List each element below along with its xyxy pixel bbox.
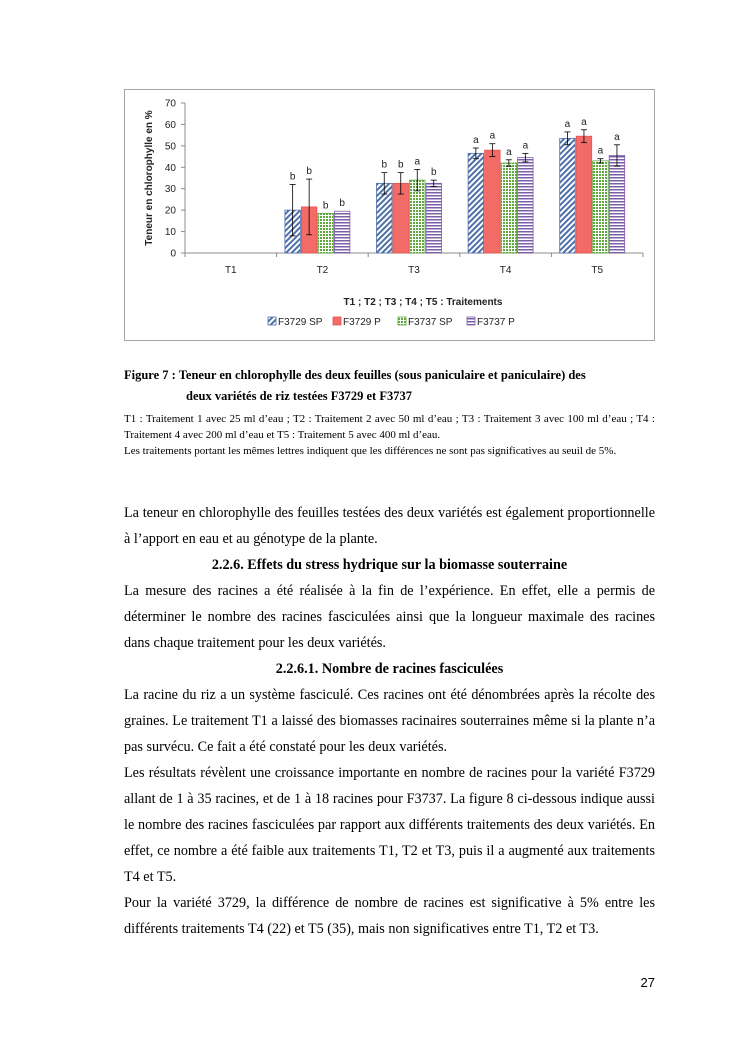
x-tick-label: T5 bbox=[591, 265, 604, 276]
significance-letter: b bbox=[397, 159, 404, 171]
significance-letter: a bbox=[597, 145, 604, 157]
bar-f3737-p-t4 bbox=[518, 158, 534, 253]
legend-label-f3729-sp: F3729 SP bbox=[278, 317, 323, 328]
bar-f3729-sp-t5 bbox=[560, 138, 576, 253]
significance-letter: b bbox=[322, 200, 329, 212]
significance-letter: b bbox=[339, 198, 345, 210]
bar-f3737-p-t3 bbox=[426, 183, 442, 253]
bar-f3737-sp-t5 bbox=[593, 161, 609, 253]
bar-f3729-p-t4 bbox=[485, 150, 501, 253]
paragraph-root-system: La racine du riz a un système fasciculé. Ces racines ont été dénombrées après la récolte des graines. Le traitement T1 a laissé des biomasses racinaires souterraines même si la plante n’a pas survécu. Ce fait a été constaté pour les deux variétés. bbox=[124, 687, 655, 755]
y-tick-label: 50 bbox=[164, 141, 176, 153]
x-tick-label: T4 bbox=[499, 265, 512, 276]
bar-f3737-sp-t2 bbox=[318, 213, 334, 253]
page-number: 27 bbox=[640, 975, 655, 990]
legend-swatch-f3729-sp bbox=[268, 317, 276, 325]
y-axis-title: Teneur en chlorophylle en % bbox=[144, 110, 155, 246]
significance-letter: b bbox=[430, 167, 437, 179]
x-tick-label: T2 bbox=[316, 265, 329, 276]
paragraph-significance: Pour la variété 3729, la différence de nombre de racines est significative à 5% entre les différents traitements T4 (22) et T5 (35), mais non significatives entre T1, T2 et T3. bbox=[124, 895, 655, 937]
legend-label-f3737-sp: F3737 SP bbox=[408, 317, 453, 328]
bar-f3737-p-t2 bbox=[334, 211, 350, 253]
significance-letter: a bbox=[564, 118, 571, 130]
significance-letter: a bbox=[522, 140, 529, 152]
paragraph-results: Les résultats révèlent une croissance importante en nombre de racines pour la variété F3729 allant de 1 à 35 racines, et de 1 à 18 racines pour F3737. La figure 8 ci-dessous indique aussi le nombre des racines fasciculées par rapport aux différents traitements des deux variétés. En effet, ce nombre a été faible aux traitements T1, T2 et T3, puis il a augmenté aux traitements T4 et T5. bbox=[124, 765, 655, 885]
chlorophyll-bar-chart bbox=[125, 90, 656, 342]
x-axis-title: T1 ; T2 ; T3 ; T4 ; T5 : Traitements bbox=[343, 297, 503, 308]
y-tick-label: 0 bbox=[170, 248, 176, 260]
x-tick-label: T1 bbox=[224, 265, 237, 276]
significance-letter: a bbox=[473, 135, 479, 146]
figure-caption-notes bbox=[124, 411, 655, 459]
caption-title-line2: deux variétés de riz testées F3729 et F3737 bbox=[186, 389, 412, 403]
significance-letter: a bbox=[489, 130, 496, 142]
bar-f3737-p-t5 bbox=[609, 156, 625, 254]
significance-letter: a bbox=[614, 131, 620, 143]
y-tick-label: 10 bbox=[164, 227, 176, 239]
bar-f3729-sp-t4 bbox=[468, 153, 484, 253]
chart-container bbox=[124, 89, 655, 341]
legend-label-f3729-p: F3729 P bbox=[343, 317, 381, 328]
bar-f3737-sp-t4 bbox=[501, 163, 516, 253]
legend-swatch-f3737-sp bbox=[398, 317, 406, 325]
paragraph-root-measurement: La mesure des racines a été réalisée à la fin de l’expérience. En effet, elle a permis de déterminer le nombre des racines fasciculées ainsi que la longueur maximale des racines dans chaque traitement pour les deux variétés. bbox=[124, 583, 655, 651]
y-tick-label: 60 bbox=[164, 119, 176, 131]
legend-swatch-f3737-p bbox=[467, 317, 475, 325]
y-tick-label: 20 bbox=[164, 205, 176, 217]
legend-swatch-f3729-p bbox=[333, 317, 341, 325]
section-heading-root-count: 2.2.6.1. Nombre de racines fasciculées bbox=[275, 661, 504, 677]
significance-letter: a bbox=[414, 156, 421, 168]
figure-caption-title bbox=[124, 365, 664, 407]
significance-letter: a bbox=[581, 116, 587, 128]
caption-note-treatments: T1 : Traitement 1 avec 25 ml d’eau ; T2 : Traitement 2 avec 50 ml d’eau ; T3 : Traitement 3 avec 100 ml d’eau ; T4 : Traitement 4 avec 200 ml d’eau et T5 : Traitement 5 avec 400 ml d’eau. bbox=[124, 413, 655, 441]
y-tick-label: 30 bbox=[164, 184, 176, 196]
y-tick-label: 70 bbox=[164, 98, 176, 110]
caption-note-significance: Les traitements portant les mêmes lettres indiquent que les différences ne sont pas significatives au seuil de 5%. bbox=[124, 445, 617, 457]
bar-f3729-p-t5 bbox=[576, 136, 592, 253]
x-tick-label: T3 bbox=[408, 265, 420, 276]
section-heading-biomass: 2.2.6. Effets du stress hydrique sur la biomasse souterraine bbox=[211, 557, 568, 573]
significance-letter: b bbox=[289, 171, 296, 183]
paragraph-chlorophyll: La teneur en chlorophylle des feuilles testées des deux variétés est également proportionnelle à l’apport en eau et au génotype de la plante. bbox=[124, 505, 655, 547]
significance-letter: b bbox=[306, 166, 312, 178]
body-text bbox=[124, 500, 655, 942]
legend-label-f3737-p: F3737 P bbox=[477, 317, 515, 328]
y-tick-label: 40 bbox=[164, 162, 176, 174]
caption-title-line1: Figure 7 : Teneur en chlorophylle des deux feuilles (sous paniculaire et paniculaire) des bbox=[124, 368, 586, 382]
significance-letter: b bbox=[381, 159, 388, 171]
significance-letter: a bbox=[506, 146, 512, 158]
